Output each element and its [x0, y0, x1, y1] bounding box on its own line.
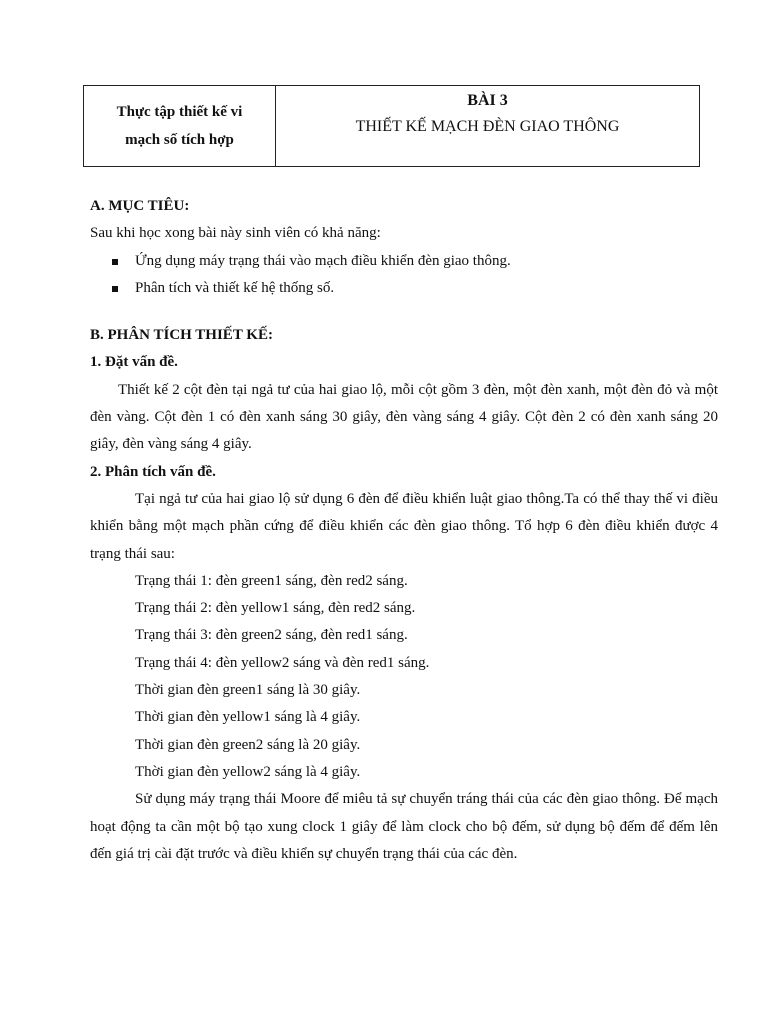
square-bullet-icon [112, 259, 118, 265]
subsection-1-paragraph: Thiết kế 2 cột đèn tại ngả tư của hai giao lộ, mỗi cột gồm 3 đèn, một đèn xanh, một đèn đỏ và một đèn vàng. Cột đèn 1 có đèn xanh sáng 30 giây, đèn vàng sáng 4 giây. Cột đèn 2 có đèn xanh sáng 20 giây, đèn vàng sáng 4 giây. [90, 381, 718, 453]
state-line: Trạng thái 3: đèn green2 sáng, đèn red1 sáng. [135, 627, 408, 644]
header-table [83, 85, 700, 167]
course-name-cell [84, 86, 276, 166]
state-line: Trạng thái 2: đèn yellow1 sáng, đèn red2 sáng. [135, 600, 416, 617]
lesson-number: BÀI 3 [467, 92, 508, 109]
timing-line: Thời gian đèn green1 sáng là 30 giây. [135, 682, 361, 699]
square-bullet-icon [112, 286, 118, 292]
course-name-line1: Thực tập thiết kế vi [116, 104, 243, 120]
section-gap [90, 302, 718, 322]
course-name-line2: mạch số tích hợp [125, 132, 234, 148]
objective-bullet [90, 275, 718, 302]
state-line: Trạng thái 1: đèn green1 sáng, đèn red2 sáng. [135, 572, 408, 589]
objective-text: Phân tích và thiết kế hệ thống số. [135, 279, 335, 296]
section-a-intro: Sau khi học xong bài này sinh viên có khả năng: [90, 225, 381, 242]
subsection-2-heading: 2. Phân tích vấn đề. [90, 463, 216, 480]
timing-line: Thời gian đèn yellow1 sáng là 4 giây. [135, 709, 361, 726]
subsection-1-heading: 1. Đặt vấn đề. [90, 354, 178, 371]
timing-line: Thời gian đèn green2 sáng là 20 giây. [135, 736, 361, 753]
objective-text: Ứng dụng máy trạng thái vào mạch điều khiển đèn giao thông. [135, 252, 511, 269]
closing-paragraph: Sử dụng máy trạng thái Moore để miêu tả sự chuyển tráng thái của các đèn giao thông. Để mạch hoạt động ta cần một bộ tạo xung clock 1 giây để làm clock cho bộ đếm, sử dụng bộ đếm để đếm lên đến giá trị cài đặt trước và điều khiển sự chuyển trạng thái của các đèn. [90, 791, 718, 862]
section-b-heading: B. PHÂN TÍCH THIẾT KẾ: [90, 327, 273, 344]
state-line: Trạng thái 4: đèn yellow2 sáng và đèn red1 sáng. [135, 654, 430, 671]
lesson-title-cell [276, 86, 699, 166]
subsection-2-paragraph: Tại ngả tư của hai giao lộ sử dụng 6 đèn để điều khiển luật giao thông.Ta có thể thay thế vi điều khiển bằng một mạch phần cứng để điều khiển các đèn giao thông. Tổ hợp 6 đèn điều khiển được 4 trạng thái sau: [90, 490, 718, 562]
timing-line: Thời gian đèn yellow2 sáng là 4 giây. [135, 763, 361, 780]
document-body [90, 193, 718, 868]
section-a-heading: A. MỤC TIÊU: [90, 198, 190, 214]
lesson-title: THIẾT KẾ MẠCH ĐÈN GIAO THÔNG [355, 118, 620, 135]
objective-bullet [90, 248, 718, 275]
